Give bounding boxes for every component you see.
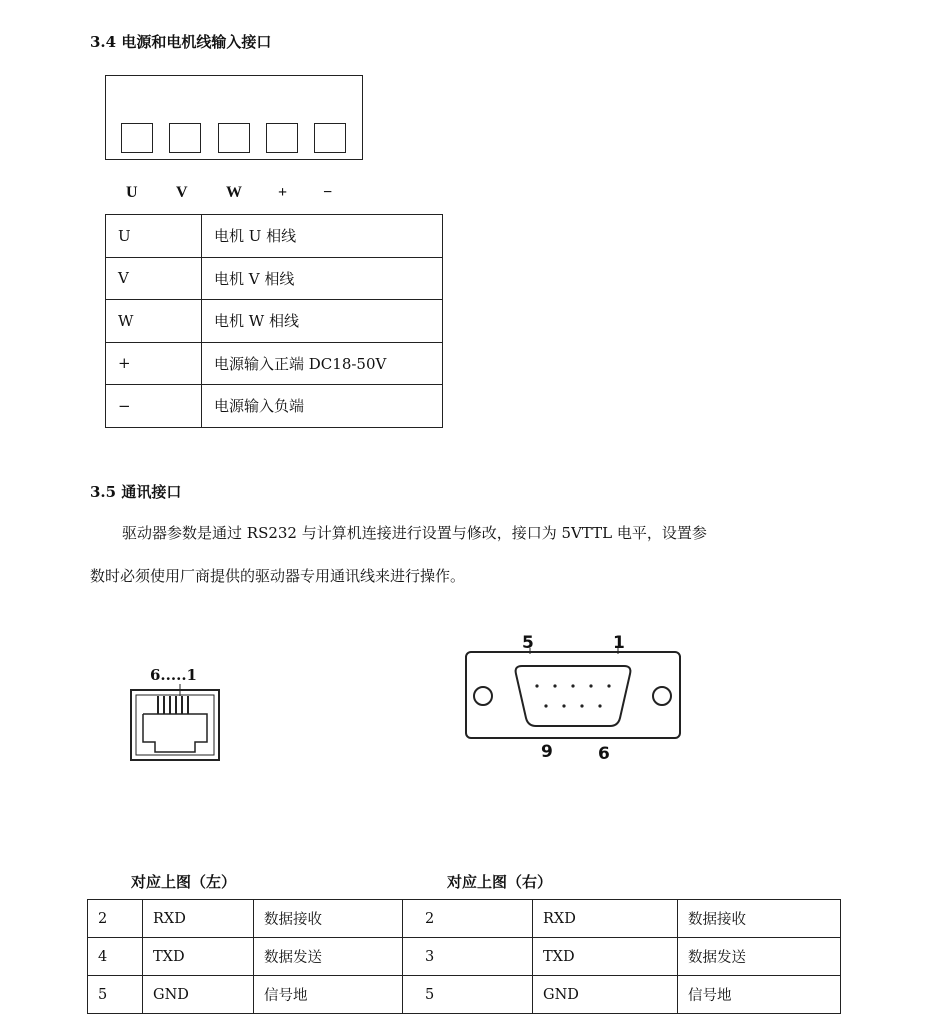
db9-label-5: 5	[522, 633, 534, 653]
comm-pin-table	[87, 899, 841, 1014]
table-row	[106, 385, 443, 428]
left-pin-cell: 2	[88, 900, 143, 938]
terminal-label-v: V	[176, 184, 188, 201]
right-signal-cell: GND	[533, 976, 678, 1014]
terminal-label-plus: +	[278, 184, 288, 201]
table-row	[88, 900, 841, 938]
caption-left: 对应上图（左）	[131, 873, 237, 891]
section-3-4-heading: 3.4 电源和电机线输入接口	[90, 33, 272, 51]
pin-cell: U	[106, 215, 202, 258]
table-row	[106, 342, 443, 385]
section-3-5-heading: 3.5 通讯接口	[90, 483, 182, 501]
terminal-slot	[218, 123, 250, 153]
left-signal-cell: GND	[143, 976, 254, 1014]
terminal-block-diagram	[105, 75, 363, 160]
left-signal-cell: TXD	[143, 938, 254, 976]
pin-cell: −	[106, 385, 202, 428]
power-motor-table	[105, 214, 443, 428]
rj-connector-icon	[125, 684, 225, 764]
db9-label-1: 1	[613, 633, 625, 653]
desc-cell: 电机 U 相线	[202, 215, 443, 258]
table-row	[106, 257, 443, 300]
desc-cell: 电机 V 相线	[202, 257, 443, 300]
left-desc-cell: 数据发送	[254, 938, 403, 976]
desc-cell: 电机 W 相线	[202, 300, 443, 343]
left-signal-cell: RXD	[143, 900, 254, 938]
right-pin-cell: 2	[403, 900, 533, 938]
table-row	[106, 300, 443, 343]
rj-pin-label: 6.....1	[150, 666, 197, 684]
caption-right: 对应上图（右）	[447, 873, 553, 891]
paragraph-line-1: 驱动器参数是通过 RS232 与计算机连接进行设置与修改，接口为 5VTTL 电平，设置参	[122, 524, 707, 542]
terminal-slot	[121, 123, 153, 153]
db9-label-6: 6	[598, 744, 610, 764]
right-pin-cell: 3	[403, 938, 533, 976]
paragraph-line-2: 数时必须使用厂商提供的驱动器专用通讯线来进行操作。	[90, 567, 466, 585]
pin-cell: W	[106, 300, 202, 343]
table-row	[88, 938, 841, 976]
desc-cell: 电源输入负端	[202, 385, 443, 428]
right-desc-cell: 数据发送	[678, 938, 841, 976]
terminal-label-minus: −	[323, 184, 333, 201]
terminal-slot	[169, 123, 201, 153]
pin-cell: V	[106, 257, 202, 300]
table-row	[106, 215, 443, 258]
table-row	[88, 976, 841, 1014]
terminal-slot	[266, 123, 298, 153]
pin-cell: +	[106, 342, 202, 385]
terminal-label-w: W	[226, 184, 242, 201]
right-signal-cell: RXD	[533, 900, 678, 938]
right-desc-cell: 数据接收	[678, 900, 841, 938]
left-pin-cell: 5	[88, 976, 143, 1014]
left-pin-cell: 4	[88, 938, 143, 976]
left-desc-cell: 数据接收	[254, 900, 403, 938]
left-desc-cell: 信号地	[254, 976, 403, 1014]
right-pin-cell: 5	[403, 976, 533, 1014]
db9-connector-icon	[462, 648, 686, 744]
right-signal-cell: TXD	[533, 938, 678, 976]
terminal-label-u: U	[126, 184, 138, 201]
db9-label-9: 9	[541, 742, 553, 762]
right-desc-cell: 信号地	[678, 976, 841, 1014]
desc-cell: 电源输入正端 DC18-50V	[202, 342, 443, 385]
terminal-slot	[314, 123, 346, 153]
